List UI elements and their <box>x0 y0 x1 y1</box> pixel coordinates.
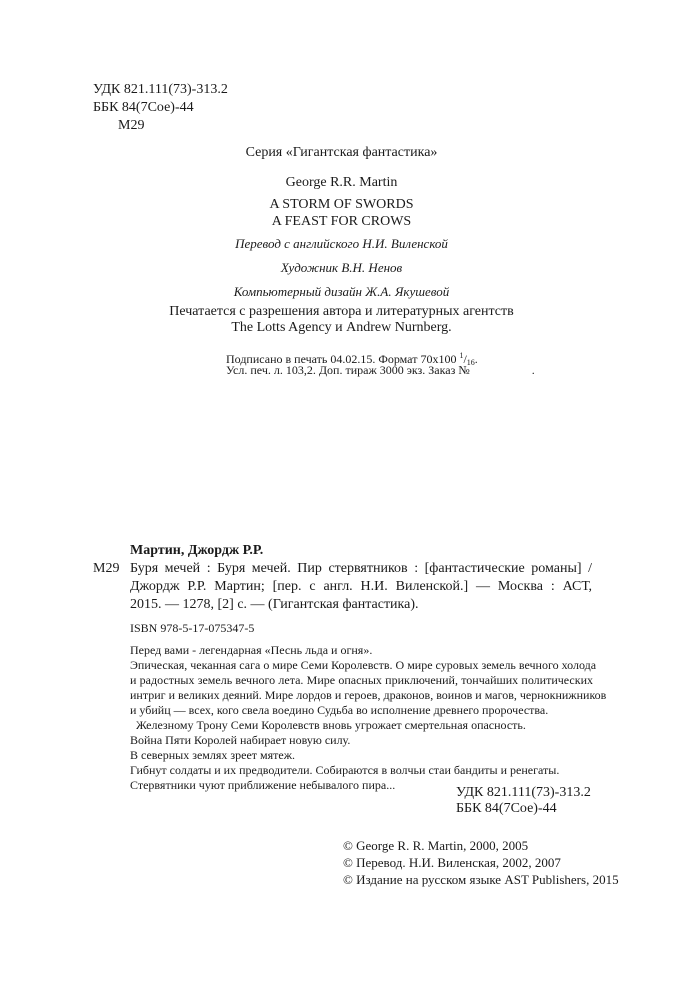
annotation-line: интриг и великих деяний. Мире лордов и героев, драконов, воинов и магов, чернокнижников <box>130 688 607 702</box>
artist-credit: Художник В.Н. Ненов <box>280 260 403 275</box>
annotation-line: и убийц — всех, кого свела воедино Судьба во исполнение древнего пророчества. <box>130 703 549 717</box>
annotation-line: и радостных земель вечного лета. Мире опасных приключений, тончайших политических <box>130 673 593 687</box>
design-credit: Компьютерный дизайн Ж.А. Якушевой <box>233 284 450 299</box>
copyright-line: © Перевод. Н.И. Виленская, 2002, 2007 <box>343 855 561 870</box>
annotation-line: В северных землях зреет мятеж. <box>130 748 295 762</box>
isbn: ISBN 978-5-17-075347-5 <box>130 621 255 635</box>
print-signed: Подписано в печать 04.02.15. Формат 70x100 $^1/_{16}$. <box>226 351 478 367</box>
copyright-line: © Издание на русском языке AST Publishers, 2015 <box>343 872 619 887</box>
bib-entry-line-1: Буря мечей : Буря мечей. Пир стервятников : [фантастические романы] / <box>130 561 592 576</box>
original-author: George R.R. Martin <box>285 175 398 190</box>
annotation-line: Перед вами - легендарная «Песнь льда и огня». <box>130 643 373 657</box>
permission-line-1: Печатается с разрешения автора и литературных агентств <box>169 304 514 319</box>
annotation-line: Стервятники чуют приближение небывалого пира... <box>130 778 396 792</box>
annotation-line: Эпическая, чеканная сага о мире Семи Королевств. О мире суровых земель вечного холода <box>130 658 597 672</box>
original-title-1: A STORM OF SWORDS <box>269 197 414 212</box>
original-title-2: A FEAST FOR CROWS <box>271 214 412 229</box>
translation-credit: Перевод с английского Н.И. Виленской <box>235 236 448 251</box>
format-numerator: 1 <box>459 351 464 360</box>
copyright-line: © George R. R. Martin, 2000, 2005 <box>343 838 529 853</box>
format-denominator: 16 <box>466 358 475 367</box>
series-title: Серия «Гигантская фантастика» <box>245 145 438 160</box>
udk-code-bottom: УДК 821.111(73)-313.2 <box>456 785 591 800</box>
udk-code: УДК 821.111(73)-313.2 <box>93 82 228 97</box>
bib-entry-line-3: 2015. — 1278, [2] с. — (Гигантская фантастика). <box>130 597 419 612</box>
annotation-line: Война Пяти Королей набирает новую силу. <box>130 733 351 747</box>
print-line-2-text: Усл. печ. л. 103,2. Доп. тираж 3000 экз. Заказ № <box>226 363 470 377</box>
author-mark: М29 <box>118 118 145 133</box>
bbk-code: ББК 84(7Сое)-44 <box>93 100 194 115</box>
bib-author-mark: М29 <box>93 561 120 576</box>
bib-author-heading: Мартин, Джордж Р.Р. <box>130 543 264 558</box>
print-signed-text: Подписано в печать 04.02.15. Формат 70x100 <box>226 352 457 366</box>
annotation-line: Железному Трону Семи Королевств вновь угрожает смертельная опасность. <box>136 718 526 732</box>
print-line-2: Усл. печ. л. 103,2. Доп. тираж 3000 экз. Заказ № . <box>226 363 535 377</box>
bib-entry-line-2: Джордж Р.Р. Мартин; [пер. с англ. Н.И. Виленской.] — Москва : АСТ, <box>130 579 592 594</box>
permission-line-2: The Lotts Agency и Andrew Nurnberg. <box>231 320 452 335</box>
bbk-code-bottom: ББК 84(7Сое)-44 <box>456 801 557 816</box>
annotation-line: Гибнут солдаты и их предводители. Собираются в волчьи стаи бандиты и ренегаты. <box>130 763 560 777</box>
